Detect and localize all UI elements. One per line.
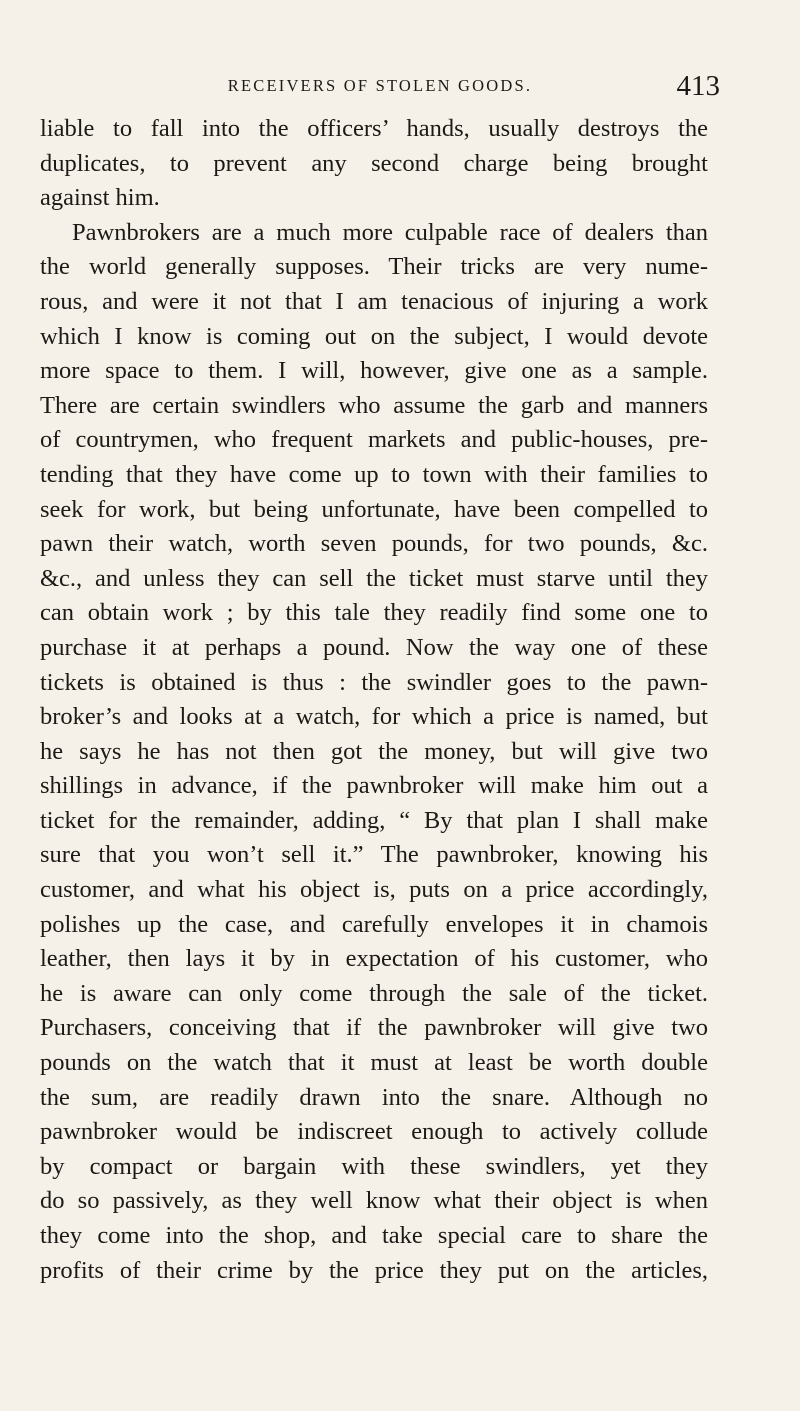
text-line: of countrymen, who frequent markets and public-houses, pre- [40, 426, 708, 454]
text-line: pawn their watch, worth seven pounds, for two pounds, &c. [40, 530, 708, 558]
text-line: purchase it at perhaps a pound. Now the way one of these [40, 633, 708, 661]
text-line: the sum, are readily drawn into the snare. Although no [40, 1083, 708, 1111]
text-line: tickets is obtained is thus : the swindler goes to the pawn- [40, 668, 708, 696]
text-line: tending that they have come up to town with their families to [40, 460, 708, 488]
page-number: 413 [676, 70, 720, 102]
text-line: which I know is coming out on the subject, I would devote [40, 322, 708, 350]
running-head [40, 66, 720, 106]
text-line: shillings in advance, if the pawnbroker will make him out a [40, 772, 708, 800]
text-line: he is aware can only come through the sale of the ticket. [40, 979, 708, 1007]
text-line: polishes up the case, and carefully envelopes it in chamois [40, 910, 708, 938]
body-text [40, 112, 708, 1288]
text-line: by compact or bargain with these swindlers, yet they [40, 1152, 708, 1180]
text-line: they come into the shop, and take special care to share the [40, 1222, 708, 1249]
text-line: against him. [40, 184, 160, 212]
text-line: pawnbroker would be indiscreet enough to actively collude [40, 1118, 708, 1146]
text-line: &c., and unless they can sell the ticket must starve until they [40, 564, 708, 592]
text-line: more space to them. I will, however, give one as a sample. [40, 357, 708, 385]
running-title: RECEIVERS OF STOLEN GOODS. [227, 76, 533, 95]
text-line: Pawnbrokers are a much more culpable race of dealers than [72, 218, 708, 246]
text-line: pounds on the watch that it must at least be worth double [40, 1049, 708, 1077]
text-line: the world generally supposes. Their tricks are very nume- [40, 253, 708, 281]
text-line: Purchasers, conceiving that if the pawnbroker will give two [40, 1014, 708, 1042]
text-line: do so passively, as they well know what their object is when [40, 1187, 708, 1215]
text-line: sure that you won’t sell it.” The pawnbroker, knowing his [40, 841, 708, 869]
text-line: ticket for the remainder, adding, “ By that plan I shall make [40, 806, 708, 834]
text-line: can obtain work ; by this tale they readily find some one to [40, 599, 708, 627]
text-line: customer, and what his object is, puts on a price accordingly, [40, 876, 708, 904]
text-line: leather, then lays it by in expectation of his customer, who [40, 945, 708, 973]
text-line: he says he has not then got the money, but will give two [40, 737, 708, 765]
text-line: duplicates, to prevent any second charge being brought [40, 149, 708, 177]
text-line: rous, and were it not that I am tenacious of injuring a work [40, 287, 708, 315]
text-line: seek for work, but being unfortunate, have been compelled to [40, 495, 708, 523]
text-line: profits of their crime by the price they put on the articles, [40, 1256, 708, 1284]
text-line: There are certain swindlers who assume the garb and manners [40, 391, 708, 419]
text-line: broker’s and looks at a watch, for which a price is named, but [40, 703, 708, 731]
text-line: liable to fall into the officers’ hands, usually destroys the [40, 115, 708, 142]
